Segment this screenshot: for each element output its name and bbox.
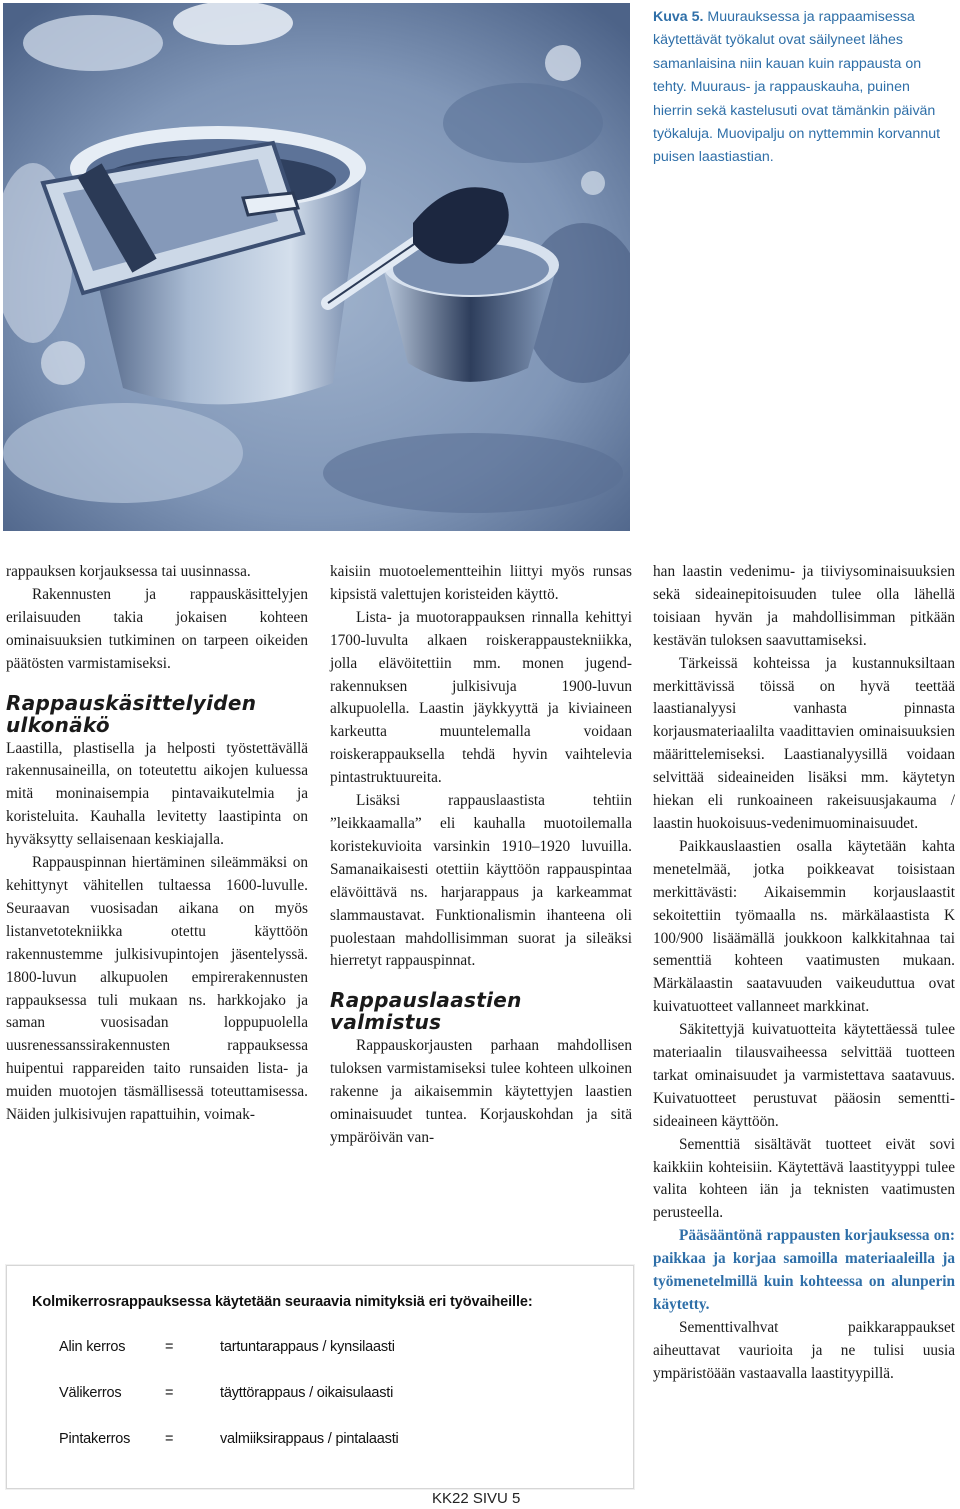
- page-footer: KK22 SIVU 5: [432, 1490, 521, 1507]
- info-box: [6, 1265, 634, 1489]
- paragraph: Lista- ja muotorappauksen rinnalla kehittyi 1700-luvulta alkaen roiskerappaustekniikka, jolla elävöitettiin mm. monen jugend-rakennuksen julkisivuja 1900-luvun alkupuolella. Laastin jäykkyyttä ja kiviaineen karkeutta muuntelemalla voidaan roiskerappauksella tehdä hyvin vaihtelevia pintastruktuureita.: [330, 608, 632, 787]
- paragraph: rappauksen korjauksessa tai uusinnassa.: [6, 563, 251, 580]
- column-2: [330, 561, 632, 1150]
- layer-name: Alin kerros: [59, 1339, 126, 1355]
- layer-value: täyttörappaus / oikaisulaasti: [220, 1385, 394, 1401]
- equals-sign: =: [165, 1339, 174, 1355]
- section-heading: Rappauskäsittelyiden ulkonäkö: [6, 690, 257, 737]
- caption-label: Kuva 5.: [653, 9, 704, 25]
- info-box-title: Kolmikerrosrappauksessa käytetään seuraavia nimityksiä eri työvaiheille:: [32, 1294, 533, 1310]
- highlight-paragraph: Pääsääntönä rappausten korjauksessa on: paikkaa ja korjaa samoilla materiaaleilla ja työmenetelmillä kuin kohteessa on alunperin käytetty.: [653, 1227, 955, 1313]
- paragraph: Rakennusten ja rappauskäsittelyjen erilaisuuden takia jokaisen kohteen ominaisuuksien tutkiminen on tarpeen oikeiden päätösten varmistamiseksi.: [6, 585, 308, 672]
- photo-tools: [3, 3, 630, 531]
- layer-name: Välikerros: [59, 1385, 122, 1401]
- paragraph: Sementtivalhvat paikkarappaukset aiheuttavat vaurioita ja ne tulisi uusia ympäristöään vastaavalla laastityypillä.: [653, 1318, 955, 1382]
- layer-value: tartuntarappaus / kynsilaasti: [220, 1339, 395, 1355]
- paragraph: Paikkauslaastien osalla käytetään kahta menetelmää, jotka poikkeavat toisistaan merkittävästi: Aikaisemmin korjauslaastit sekoitettiin työmaalla ns. märkälaastista K 100/900 lisäämällä joukkoon kalkkitahnaa tai sementtiä kohteen vaatimusten mukaan. Märkälaastin saatavuuden vaikeuduttua ovat kuivatuotteet vallanneet markkinat.: [653, 837, 955, 1016]
- tools-illustration: [3, 3, 630, 531]
- layer-name: Pintakerros: [59, 1431, 131, 1447]
- paragraph: Lisäksi rappauslaastista tehtiin ”leikkaamalla” eli kauhalla muotoilemalla koristekuvioita varsinkin 1910–1920 luvuilla. Samanaikaisesti otettiin käyttöön rappauspintaa elävöittävä ns. harjarappaus ja karkeammat slammaustavat. Funktionalismin ihanteena oli puolestaan mahdollisimman suorat ja sileäksi hierretyt rappauspinnat.: [330, 792, 632, 970]
- paragraph: Rappauskorjausten parhaan mahdollisen tuloksen varmistamiseksi tulee kohteen ulkoinen rakenne ja aikaisemmin käytettyjen laastien ominaisuudet tuntea. Korjauskohdan ja sitä ympäröivän van-: [330, 1037, 632, 1146]
- column-1: [6, 561, 308, 1127]
- equals-sign: =: [165, 1385, 174, 1401]
- photo-caption: [653, 6, 953, 170]
- layer-value: valmiiksirappaus / pintalaasti: [220, 1431, 399, 1447]
- paragraph: Laastilla, plastisella ja helposti työstettävällä rakennusaineilla, on toteutettu aikojen kuluessa mitä moninaisempia pintavaikutelmia ja koristeluita. Kauhalla levitetty laastipinta on hyväksytty sellaisenaan keskiajalla.: [6, 739, 308, 849]
- paragraph: Rappauspinnan hiertäminen sileämmäksi on kehittynyt vähitellen tultaessa 1600-luvulle. Seuraavan vuosisadan aikana on myös listanvetotekniikka otettu käyttöön rakennustemme julkisivupintojen jäsentelyssä. 1800-luvun alkupuolen empirerakennusten rappauksessa tuli mukaan ns. harkkojako ja saman vuosisadan loppupuolella uusrenessanssirakennusten rappauksessa huipentui rappareiden taito runsaiden lista- ja muiden muotojen täsmällisessä toteuttamisessa. Näiden julkisivujen rapattuihin, voimak-: [6, 854, 308, 1124]
- equals-sign: =: [165, 1431, 174, 1447]
- caption-text: Muurauksessa ja rappaamisessa käytettävät työkalut ovat säilyneet lähes samanlaisina niin kauan kuin rappausta on tehty. Muuraus- ja rappauskauha, puinen hierrin sekä kastelusuti ovat tämänkin päivän työkaluja. Muovipalju on nyttemmin korvannut puisen laastiastian.: [653, 9, 941, 166]
- paragraph: Tärkeissä kohteissa ja kustannuksiltaan merkittävissä töissä on hyvä teettää laastianalyysi vanhasta pinnasta korjausmateriaalilta vaadittavien ominaisuuksien määrittelemiseksi. Laastianalyysillä voidaan selvittää sideaineiden lisäksi mm. käytetyn hiekan eli runkoaineen rakeisuusjakauma / laastin huokoisuus-vedenimuominaisuudet.: [653, 654, 955, 832]
- section-heading: Rappauslaastien valmistus: [330, 988, 522, 1035]
- paragraph: kaisiin muotoelementteihin liittyi myös runsas kipsistä valettujen koristeiden käyttö.: [330, 563, 632, 603]
- paragraph: Säkitettyjä kuivatuotteita käytettäessä tulee materiaalin tilausvaiheessa selvittää tuotteen tarkat ominaisuudet ja varmistettava saatavuus. Kuivatuotteet perustuvat pääosin sementti-sideaineen käyttöön.: [653, 1021, 955, 1130]
- column-3: [653, 561, 955, 1386]
- paragraph: han laastin vedenimu- ja tiiviysominaisuuksien sekä sideainepitoisuuden tulee olla lähellä toisiaan hyvän ja mahdollisimman pitkään kestävän tuloksen saavuttamiseksi.: [653, 563, 955, 649]
- paragraph: Sementtiä sisältävät tuotteet eivät sovi kaikkiin kohteisiin. Käytettävä laastityyppi tulee valita kohteen iän ja teknisten vaatimusten perusteella.: [653, 1135, 955, 1222]
